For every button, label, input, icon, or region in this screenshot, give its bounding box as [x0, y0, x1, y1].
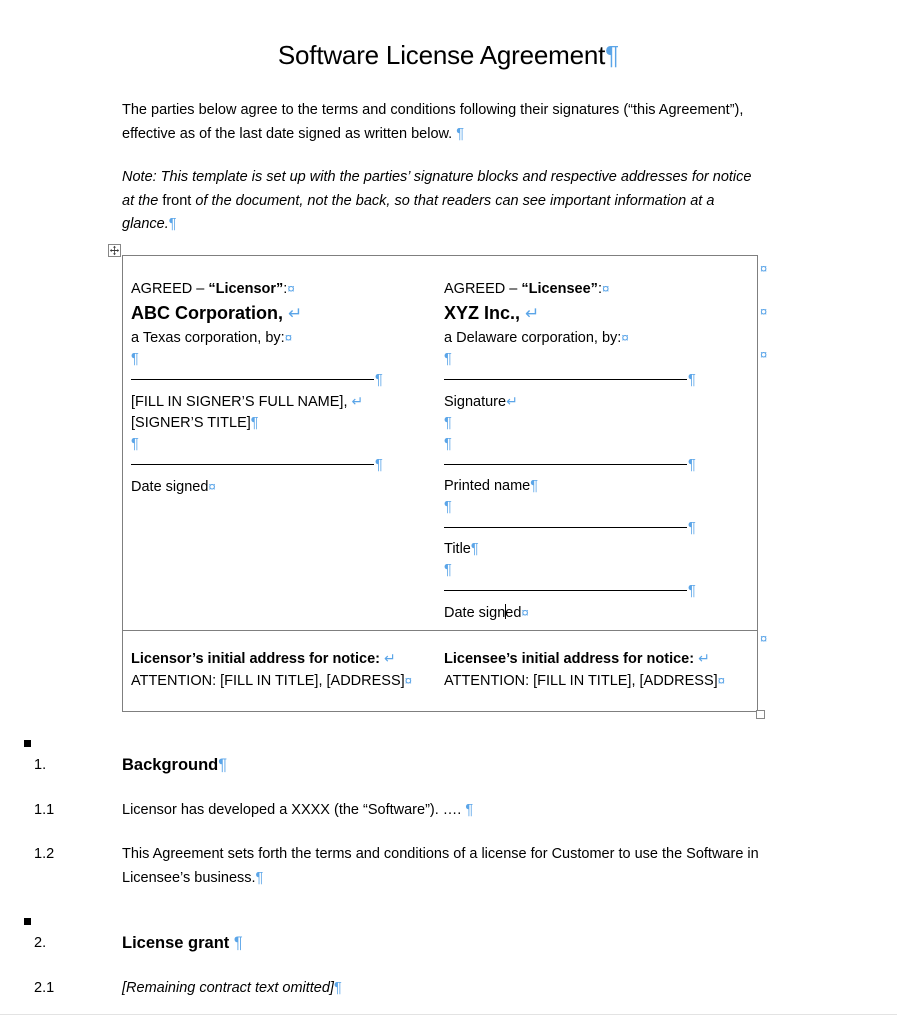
section-1-heading-text: Background — [122, 756, 219, 774]
cell-mark: ¤ — [208, 479, 216, 494]
note-paragraph-part2: of the document, not the back, so that readers can see important information at a glance. — [122, 192, 715, 232]
licensor-agreed-line — [131, 278, 431, 300]
licensor-signer-title-line — [131, 413, 431, 434]
licensee-signature-rule-2 — [444, 455, 744, 476]
clause-2-1-number: 2.1 — [34, 980, 55, 996]
licensor-address-value: ATTENTION: [FILL IN TITLE], [ADDRESS] — [131, 673, 405, 689]
licensee-address-block[interactable] — [444, 648, 744, 692]
note-paragraph — [122, 166, 762, 237]
licensee-signature-rule-4 — [444, 581, 744, 602]
licensee-empty-line-5 — [444, 560, 744, 581]
clause-1-1-text: Licensor has developed a XXXX (the “Software”). …. — [122, 802, 466, 818]
table-resize-handle[interactable] — [756, 710, 765, 719]
licensee-empty-line-4 — [444, 497, 744, 518]
licensor-signature-block[interactable] — [131, 278, 431, 498]
pilcrow-mark: ¶ — [255, 869, 264, 886]
licensee-title-line — [444, 539, 744, 560]
licensee-signature-block[interactable] — [444, 278, 744, 624]
note-paragraph-part1: Note: This template is set up with the parties’ signature blocks and respective addresses for notice at the — [122, 169, 752, 209]
pilcrow-mark: ¶ — [375, 372, 383, 388]
licensor-agreed-colon: : — [283, 281, 288, 297]
pilcrow-mark: ¶ — [530, 478, 539, 494]
licensor-address-block[interactable] — [131, 648, 431, 692]
pilcrow-mark: ¶ — [131, 351, 139, 367]
licensee-printed-name-line — [444, 476, 744, 497]
line-break-mark: ↵ — [384, 651, 396, 666]
licensee-agreed-colon: : — [597, 281, 602, 297]
line-break-mark: ↵ — [525, 304, 540, 323]
pilcrow-mark: ¶ — [456, 125, 465, 142]
licensor-address-heading-line — [131, 648, 431, 670]
keep-with-next-mark — [24, 918, 31, 925]
licensee-address-value: ATTENTION: [FILL IN TITLE], [ADDRESS] — [444, 673, 718, 689]
clause-1-2-text: This Agreement sets forth the terms and conditions of a license for Customer to use the Software in Licensee’s business. — [122, 846, 759, 886]
licensor-empty-line-1 — [131, 349, 431, 370]
licensee-agreed-party: “Licensee” — [521, 281, 598, 297]
clause-1-1-body — [122, 799, 762, 823]
cell-mark: ¤ — [717, 673, 726, 688]
table-row-divider — [122, 630, 758, 631]
licensee-empty-line-1 — [444, 349, 744, 370]
licensee-entity-text: a Delaware corporation, by: — [444, 330, 622, 346]
cell-mark: ¤ — [621, 330, 629, 345]
licensor-entity-text: a Texas corporation, by: — [131, 330, 285, 346]
section-2-heading — [122, 932, 762, 956]
licensee-signature-rule-1 — [444, 370, 744, 391]
pilcrow-mark: ¶ — [444, 415, 452, 431]
table-move-handle[interactable] — [108, 244, 121, 257]
licensee-address-heading-line — [444, 648, 744, 670]
licensee-empty-line-3 — [444, 434, 744, 455]
pilcrow-mark: ¶ — [465, 802, 474, 818]
line-break-mark: ↵ — [506, 394, 518, 409]
section-2-heading-text: License grant — [122, 934, 234, 952]
clause-1-2-body — [122, 843, 762, 890]
licensee-signature-label-line — [444, 391, 744, 413]
licensee-date-signed-label-part2: ed — [505, 605, 522, 621]
pilcrow-mark: ¶ — [688, 520, 696, 536]
licensor-signature-rule-2 — [131, 455, 431, 476]
end-of-row-mark: ¤ — [760, 347, 768, 362]
cell-mark: ¤ — [601, 281, 610, 296]
licensee-empty-line-2 — [444, 413, 744, 434]
licensee-printed-name-label: Printed name — [444, 478, 531, 494]
signature-line — [444, 464, 687, 465]
licensee-agreed-label: AGREED – — [444, 281, 522, 297]
signature-line — [131, 464, 374, 465]
pilcrow-mark: ¶ — [444, 351, 452, 367]
licensor-address-value-line — [131, 670, 431, 692]
pilcrow-mark: ¶ — [688, 372, 696, 388]
cell-mark: ¤ — [287, 281, 295, 296]
clause-1-2-number: 1.2 — [34, 846, 55, 862]
keep-with-next-mark — [24, 740, 31, 747]
cell-mark: ¤ — [284, 330, 293, 345]
note-paragraph-upright-word: front — [162, 192, 192, 209]
pilcrow-mark: ¶ — [444, 499, 452, 515]
signature-line — [131, 379, 374, 380]
licensor-date-signed-line — [131, 476, 431, 498]
licensee-address-value-line — [444, 670, 744, 692]
line-break-mark: ↵ — [288, 304, 303, 323]
pilcrow-mark: ¶ — [605, 40, 620, 70]
pilcrow-mark: ¶ — [333, 980, 342, 996]
page-bottom-divider — [0, 1014, 897, 1015]
licensor-company-comma: , — [278, 303, 284, 323]
licensee-title-label: Title — [444, 541, 471, 557]
licensee-agreed-line — [444, 278, 744, 300]
pilcrow-mark: ¶ — [168, 216, 177, 232]
licensor-agreed-label: AGREED – — [131, 281, 209, 297]
cell-mark: ¤ — [521, 605, 529, 620]
pilcrow-mark: ¶ — [250, 415, 259, 431]
licensor-signature-rule-1 — [131, 370, 431, 391]
end-of-row-mark: ¤ — [760, 261, 768, 276]
licensee-signature-rule-3 — [444, 518, 744, 539]
pilcrow-mark: ¶ — [444, 562, 452, 578]
pilcrow-mark: ¶ — [470, 541, 479, 557]
pilcrow-mark: ¶ — [444, 436, 452, 452]
pilcrow-mark: ¶ — [233, 934, 243, 952]
licensor-company-line — [131, 300, 431, 327]
licensor-company-name: ABC Corporation — [131, 303, 278, 323]
clause-2-1-body — [122, 977, 762, 1001]
page-title-text: Software License Agreement — [277, 40, 606, 70]
section-2-number: 2. — [34, 935, 47, 951]
end-of-row-mark: ¤ — [760, 631, 768, 646]
section-1-number: 1. — [34, 757, 47, 773]
signature-line — [444, 527, 687, 528]
licensee-company-name: XYZ Inc., — [444, 303, 521, 323]
licensee-date-signed-line — [444, 602, 744, 624]
pilcrow-mark: ¶ — [688, 457, 696, 473]
licensor-date-signed-label: Date signed — [131, 479, 209, 495]
licensor-address-heading: Licensor’s initial address for notice: — [131, 651, 385, 667]
licensor-empty-line-2 — [131, 434, 431, 455]
licensee-company-line — [444, 300, 744, 327]
pilcrow-mark: ¶ — [218, 756, 228, 774]
cell-mark: ¤ — [404, 673, 413, 688]
pilcrow-mark: ¶ — [131, 436, 139, 452]
licensor-signer-name-text: [FILL IN SIGNER’S FULL NAME], — [131, 394, 352, 410]
end-of-row-mark: ¤ — [760, 304, 768, 319]
clause-1-1-number: 1.1 — [34, 802, 55, 818]
page-title — [0, 40, 897, 71]
licensee-date-signed-label-part1: Date sign — [444, 605, 506, 621]
line-break-mark: ↵ — [351, 394, 364, 409]
section-1-heading — [122, 754, 762, 778]
licensor-agreed-party: “Licensor” — [208, 281, 284, 297]
pilcrow-mark: ¶ — [375, 457, 383, 473]
licensor-entity-line — [131, 327, 431, 349]
line-break-mark: ↵ — [698, 651, 710, 666]
licensee-address-heading: Licensee’s initial address for notice: — [444, 651, 699, 667]
intro-paragraph — [122, 99, 762, 146]
intro-paragraph-text: The parties below agree to the terms and conditions following their signatures (“this Agreement”), effective as of the last date signed as written below. — [122, 102, 744, 142]
licensor-signer-name-line — [131, 391, 431, 413]
clause-2-1-text: [Remaining contract text omitted] — [122, 980, 334, 996]
signature-line — [444, 590, 687, 591]
licensee-entity-line — [444, 327, 744, 349]
licensee-signature-label: Signature — [444, 394, 507, 410]
pilcrow-mark: ¶ — [688, 583, 696, 599]
signature-line — [444, 379, 687, 380]
licensor-signer-title-text: [SIGNER’S TITLE] — [131, 415, 251, 431]
